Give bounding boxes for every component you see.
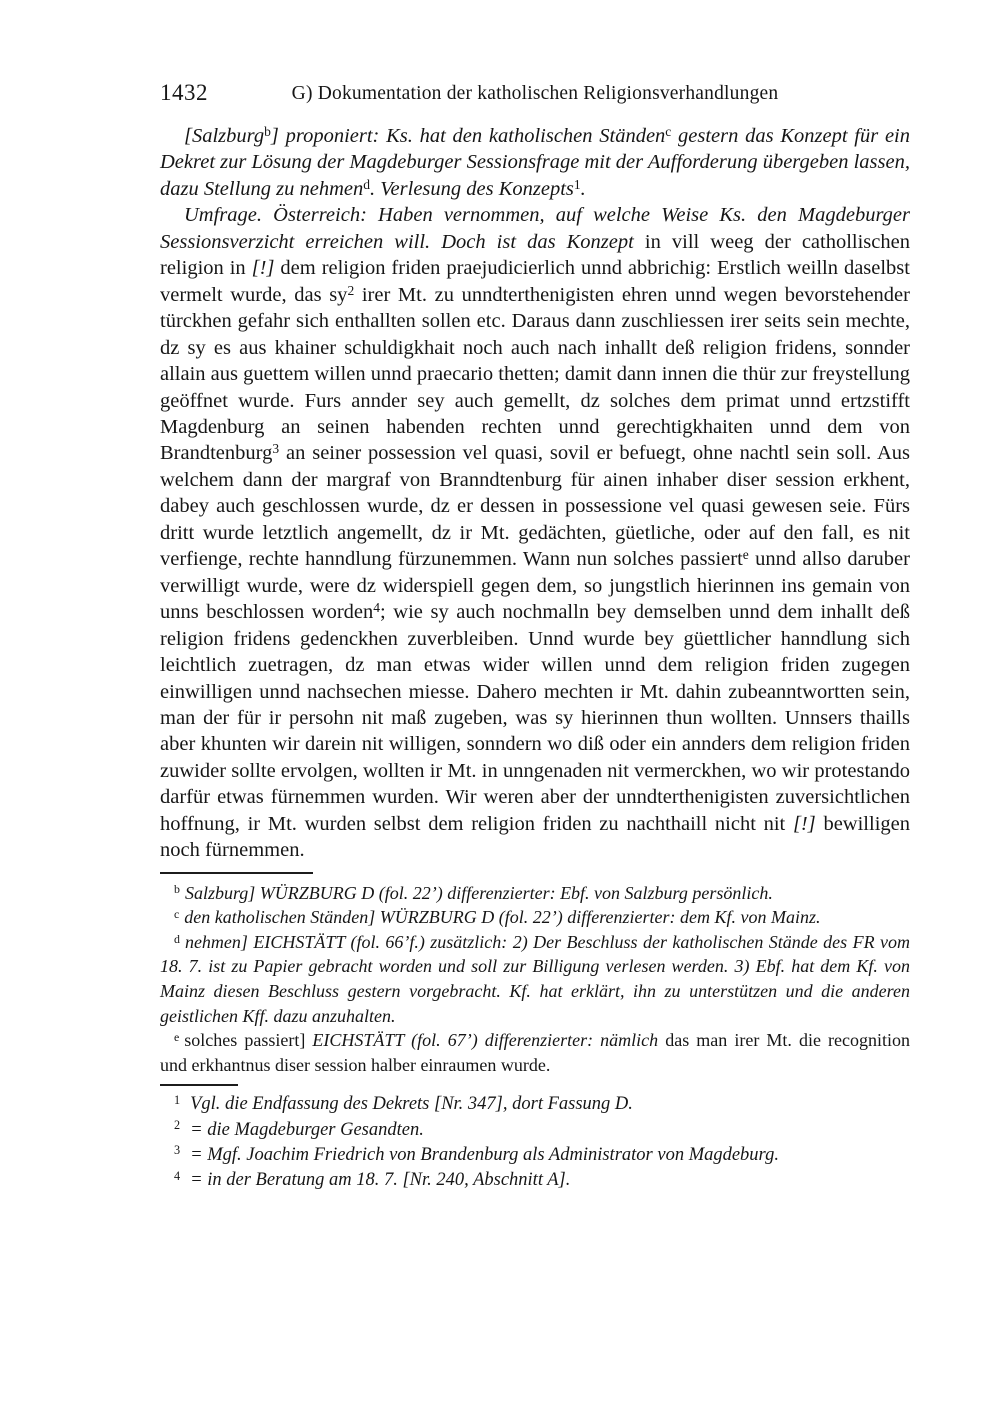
footnote xyxy=(160,905,910,930)
text-segment: [!] xyxy=(251,257,275,280)
footnote-ref: b xyxy=(264,123,271,139)
footnote-marker: c xyxy=(174,906,180,921)
footnote-marker: 2 xyxy=(174,1118,181,1133)
footnote-ref: d xyxy=(363,176,371,192)
text-segment: Salzburg] WÜRZBURG D (fol. 22’) differenzierter: Ebf. von Salzburg persönlich. xyxy=(184,882,773,903)
footnote-ref: 1 xyxy=(573,176,581,192)
footnote-marker: b xyxy=(174,882,180,897)
text-segment: gestern das Konzept für ein Dekret zur Lösung der Magdeburger Sessionsfrage mit der Aufforderung übergeben lassen, dazu Stellung zu nehmen xyxy=(160,125,910,200)
letter-footnotes xyxy=(160,881,910,1078)
paragraph xyxy=(160,123,910,202)
footnote-marker: 1 xyxy=(174,1092,181,1107)
text-block xyxy=(160,80,910,1193)
footnote xyxy=(160,1143,910,1168)
text-segment: [Salzburg xyxy=(184,125,265,147)
text-segment: = in der Beratung am 18. 7. [Nr. 240, Abschnitt A]. xyxy=(190,1170,571,1191)
text-segment: = die Magdeburger Gesandten. xyxy=(190,1119,424,1140)
text-segment: . xyxy=(580,177,586,200)
text-segment: dem religion friden praejudicierlich unnd abbrichig: Erstlich weilln daselbst vermelt wurde, das sy xyxy=(160,257,910,306)
numbered-footnote-separator xyxy=(160,1084,238,1086)
footnote xyxy=(160,1118,910,1143)
letter-footnote-separator xyxy=(160,872,313,874)
footnote xyxy=(160,1028,910,1077)
footnote xyxy=(160,881,910,906)
text-segment: ] proponiert: Ks. hat den katholischen Ständen xyxy=(270,125,666,147)
text-segment: irer Mt. zu unndterthenigisten ehren unnd wegen bevorstehender türckhen gefahr sich enthallten sollen etc. Daraus dann zuschliessen irer seits sein mechte, dz sy es aus khainer schuldigkhait noch auch nach inhallt deß religion fridens, sonnder allain aus guettem willen unnd praecario thetten; damit dann innen die thür zur freystellung geöffnet wurde. Furs annder sey auch gemellt, dz solches dem primat unnd ertzstifft Magdenburg an seinen habenden rechten unnd gerechtigkhaiten unnd dem von Brandtenburg xyxy=(160,283,910,465)
footnote-ref: c xyxy=(665,123,672,139)
footnote xyxy=(160,1092,910,1117)
text-segment: [!] xyxy=(792,812,816,835)
footnote-marker: d xyxy=(174,931,180,946)
footnote-marker: 3 xyxy=(174,1143,181,1158)
footnote-ref: 3 xyxy=(272,441,280,457)
text-segment: Umfrage. Österreich: Haben vernommen, auf welche Weise Ks. den Magdeburger Sessionsverzicht erreichen will. Doch ist das Konzept xyxy=(160,204,910,253)
footnote xyxy=(160,930,910,1028)
text-segment: nehmen] EICHSTÄTT (fol. 66’f.) zusätzlich: 2) Der Beschluss der katholischen Stände des FR vom 18. 7. ist zu Papier gebracht worden und soll zur Billigung verlesen werden. 3) Ebf. hat dem Kf. von Mainz diesen Beschluss gestern vorgebracht. Kf. hat erklärt, ihn zu unterstützen und die anderen geistlichen Kff. dazu anzuhalten. xyxy=(160,931,910,1026)
page-header xyxy=(160,80,910,112)
text-segment: ; wie sy auch nochmalln bey demselben unnd dem inhallt deß religion fridens gedenckhen zuverbleiben. Unnd wurde bey güettlicher hanndlung sich leichtlich zuetragen, dz man etwas wider willen unnd dem religion friden zugegen einwilligen unnd nachsechen miesse. Dahero mechten ir Mt. dahin zubeanntwortten sein, man der für ir persohn nit maß zugeben, was sy hierinnen thun wollten. Unnsers thaills aber khunten wir darein nit willigen, sonndern wo diß oder ein annders dem religion friden zuwider sollte ervolgen, wollten ir Mt. in unngenaden nit vermerckhen, wo wir protestando darfür etwas fürnemmen wurden. Wir weren aber der unndterthenigisten zuversichtlichen hoffnung, ir Mt. wurden selbst dem religion friden zu nachthaill nicht nit xyxy=(160,601,911,835)
footnote-ref: 2 xyxy=(347,282,355,298)
text-segment: bewilligen noch fürnemmen. xyxy=(160,812,910,862)
text-segment: den katholischen Ständen] WÜRZBURG D (fol. 22’) differenzierter: dem Kf. von Mainz. xyxy=(184,907,821,928)
footnote xyxy=(160,1168,910,1193)
page-number: 1432 xyxy=(160,80,208,105)
text-segment: = Mgf. Joachim Friedrich von Brandenburg als Administrator von Magdeburg. xyxy=(190,1144,779,1165)
text-segment: Vgl. die Endfassung des Dekrets [Nr. 347], dort Fassung D. xyxy=(190,1094,633,1115)
text-segment: . Verlesung des Konzepts xyxy=(370,177,574,200)
text-segment: EICHSTÄTT (fol. 67’) differenzierter: nämlich xyxy=(312,1030,666,1051)
numbered-footnotes xyxy=(160,1092,910,1193)
footnote-marker: 4 xyxy=(174,1168,181,1183)
text-segment: das man irer Mt. die recognition und erkhantnus diser session halber einraumen wurde. xyxy=(160,1030,910,1075)
footnote-ref: e xyxy=(742,547,749,563)
text-segment: unnd allso daruber verwilligt wurde, were dz widerspiell gegen dem, so jungstlich hierinnen ins gemain von unns beschlossen worden xyxy=(160,548,910,624)
running-header: G) Dokumentation der katholischen Religionsverhandlungen xyxy=(291,83,779,104)
body-paragraphs xyxy=(160,123,910,864)
footnote-ref: 4 xyxy=(373,600,381,616)
text-segment: an seiner possession vel quasi, sovil er befuegt, ohne nachtl sein soll. Aus welchem dann der margraf von Branndtenburg für ainen inhaber diser session erkhent, dabey auch geschlossen wurde, dz er dessen in possessione vel quasi gewesen seie. Fürs dritt wurde letztlich angemellt, dz ir Mt. gedächten, güetliche, oder auf den fall, es nit verfienge, rechte hanndlung fürzunemmen. Wann nun solches passiert xyxy=(160,442,910,571)
paragraph xyxy=(160,202,910,863)
text-segment: in vill weeg der cathollischen religion in xyxy=(160,230,910,280)
text-segment: solches passiert] xyxy=(184,1030,313,1051)
footnote-marker: e xyxy=(174,1029,180,1044)
